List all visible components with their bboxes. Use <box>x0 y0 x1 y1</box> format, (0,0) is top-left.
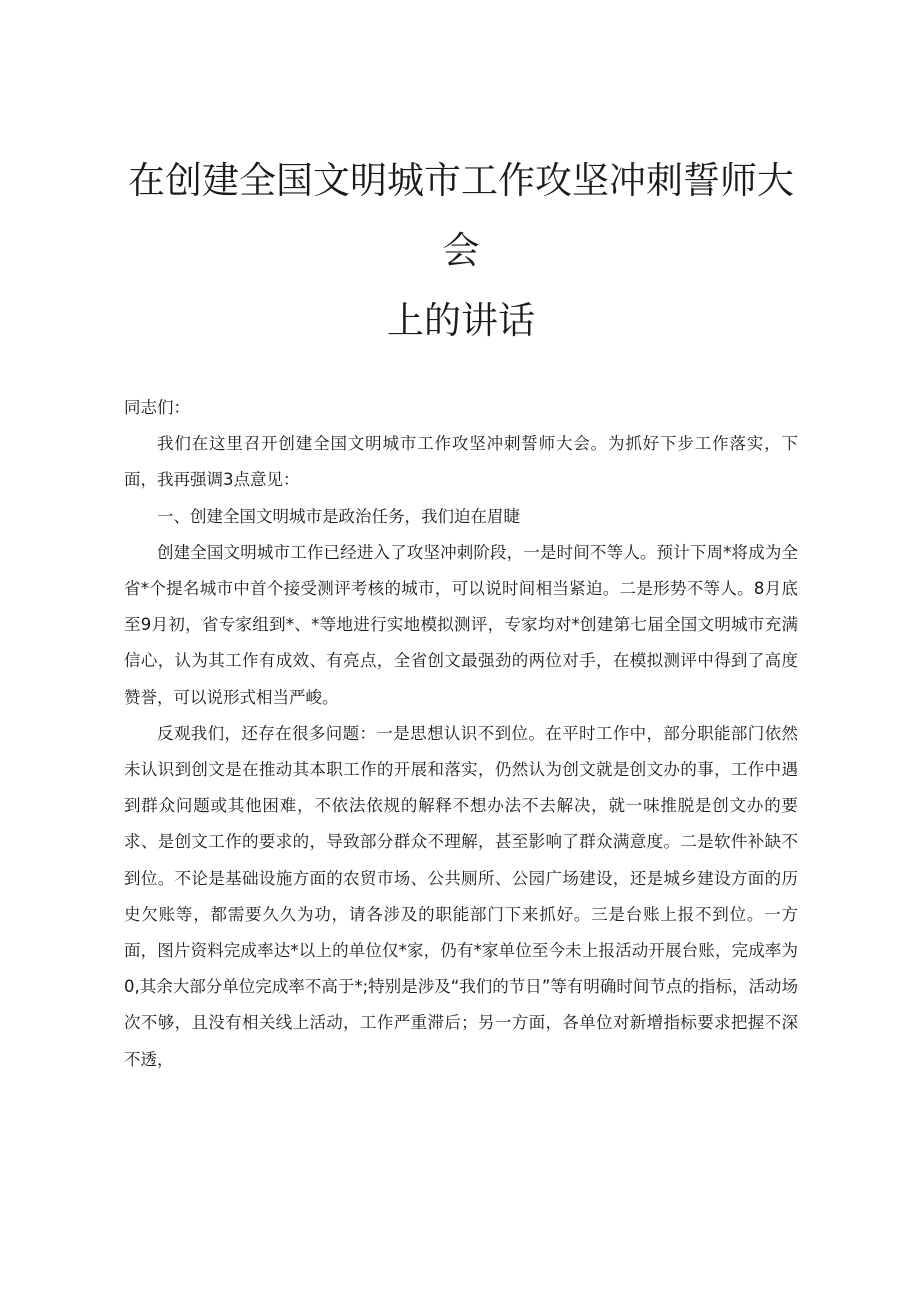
document-title <box>124 146 798 356</box>
document-title-line-2: 上的讲话 <box>387 299 535 342</box>
document-body <box>124 390 798 1078</box>
document-title-line-1: 在创建全国文明城市工作攻坚冲刺誓师大会 <box>128 159 794 272</box>
salutation: 同志们： <box>124 398 190 417</box>
paragraph-problems: 反观我们，还存在很多问题：一是思想认识不到位。在平时工作中，部分职能部门依然未认识到创文是在推动其本职工作的开展和落实，仍然认为创文就是创文办的事，工作中遇到群众问题或其他困难，不依法依规的解释不想办法不去解决，就一味推脱是创文办的要求、是创文工作的要求的，导致部分群众不理解，甚至影响了群众满意度。二是软件补缺不到位。不论是基础设施方面的农贸市场、公共厕所、公园广场建设，还是城乡建设方面的历史欠账等，都需要久久为功，请各涉及的职能部门下来抓好。三是台账上报不到位。一方面，图片资料完成率达*以上的单位仅*家，仍有*家单位至今未上报活动开展台账，完成率为0,其余大部分单位完成率不高于*;特别是涉及“我们的节日”等有明确时间节点的指标，活动场次不够，且没有相关线上活动，工作严重滞后；另一方面，各单位对新增指标要求把握不深不透， <box>124 723 798 1069</box>
paragraph-intro: 我们在这里召开创建全国文明城市工作攻坚冲刺誓师大会。为抓好下步工作落实，下面，我再强调3点意见： <box>124 434 798 490</box>
section-heading-1: 一、创建全国文明城市是政治任务，我们迫在眉睫 <box>157 506 520 526</box>
paragraph-situation: 创建全国文明城市工作已经进入了攻坚冲刺阶段，一是时间不等人。预计下周*将成为全省*个提名城市中首个接受测评考核的城市，可以说时间相当紧迫。二是形势不等人。8月底至9月初，省专家组到*、*等地进行实地模拟测评，专家均对*创建第七届全国文明城市充满信心，认为其工作有成效、有亮点，全省创文最强劲的两位对手，在模拟测评中得到了高度赞誉，可以说形式相当严峻。 <box>124 542 798 707</box>
